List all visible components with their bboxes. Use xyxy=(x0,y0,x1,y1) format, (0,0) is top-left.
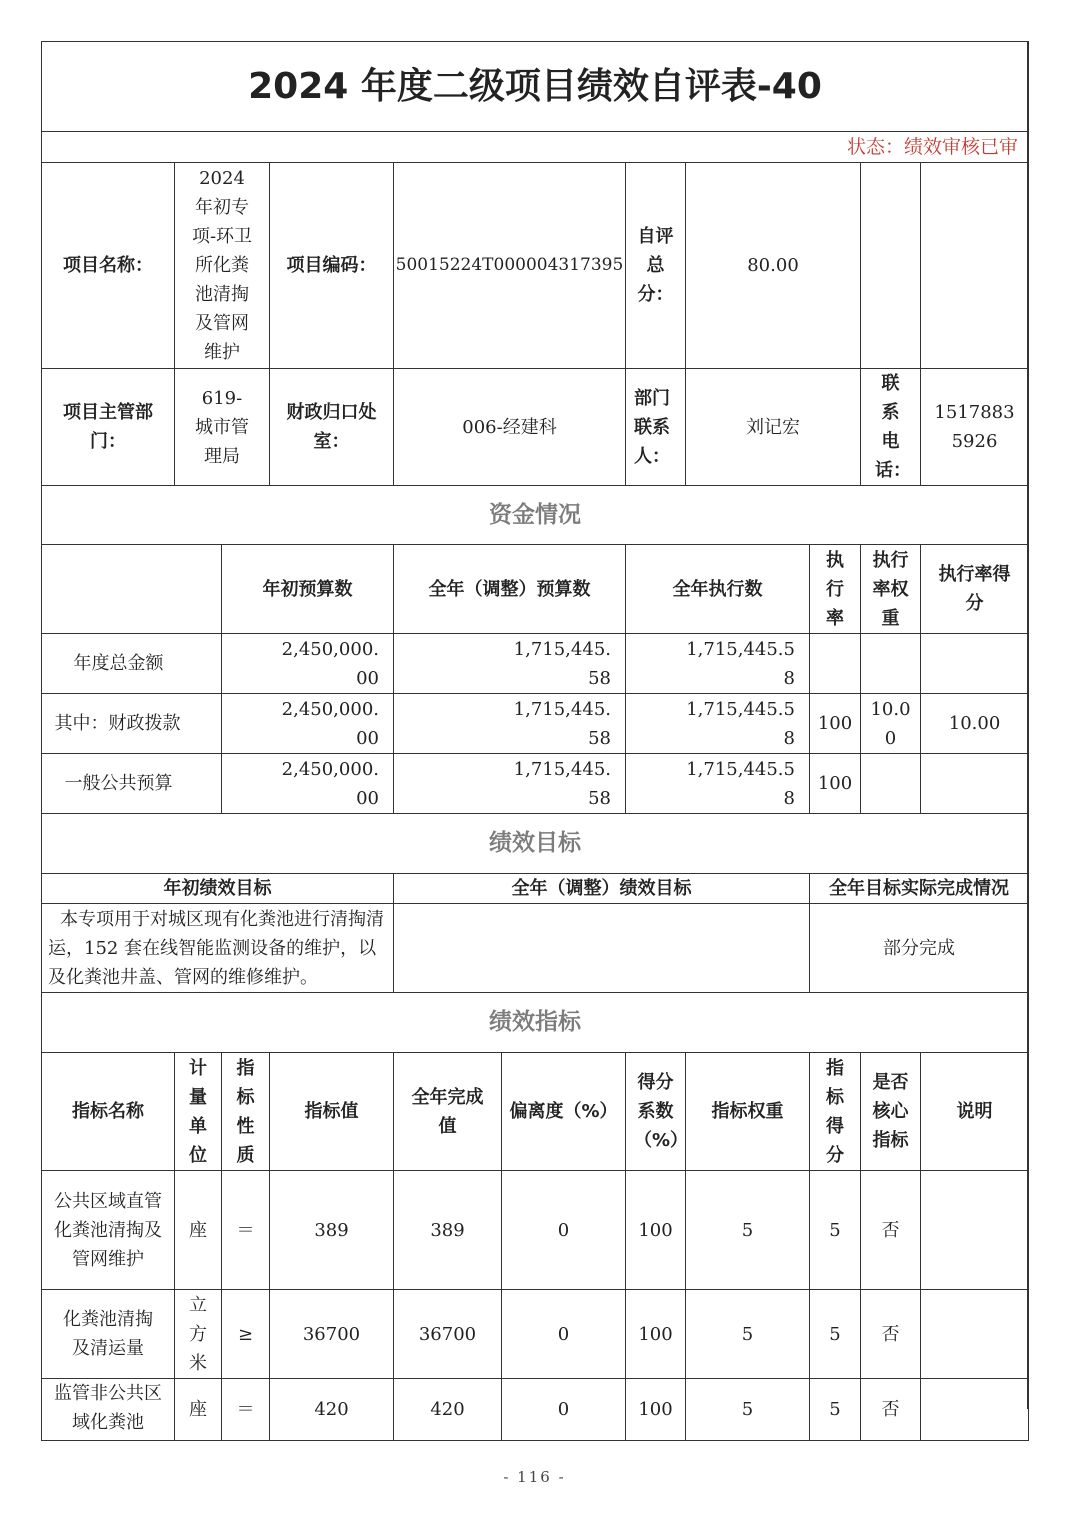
funds-initial: 2,450,000.00 xyxy=(222,634,394,694)
indicator-nature: ＝ xyxy=(222,1379,270,1441)
funds-row-name: 一般公共预算 xyxy=(42,754,222,814)
status-text: 状态：绩效审核已审 xyxy=(42,132,1029,163)
dept-label: 项目主管部门： xyxy=(42,369,175,486)
funds-header: 执行率 xyxy=(810,545,861,634)
contact-label: 部门联系人： xyxy=(626,369,686,486)
funds-header xyxy=(42,545,222,634)
indicator-weight: 5 xyxy=(686,1171,810,1290)
indicator-header: 是否核心指标 xyxy=(861,1053,921,1171)
evaluation-table xyxy=(41,41,1029,1441)
indicator-note xyxy=(921,1379,1029,1441)
indicator-coef: 100 xyxy=(626,1290,686,1379)
funds-weight: 10.00 xyxy=(861,694,921,754)
indicator-score: 5 xyxy=(810,1379,861,1441)
funds-section-title: 资金情况 xyxy=(42,486,1029,545)
funds-header: 全年（调整）预算数 xyxy=(394,545,626,634)
indicator-name: 监管非公共区域化粪池 xyxy=(42,1379,175,1441)
indicator-header: 说明 xyxy=(921,1053,1029,1171)
funds-weight xyxy=(861,634,921,694)
phone-label: 联系电话： xyxy=(861,369,921,486)
indicator-core: 否 xyxy=(861,1290,921,1379)
indicator-target: 36700 xyxy=(270,1290,394,1379)
dept-value: 619-城市管理局 xyxy=(175,369,270,486)
funds-score xyxy=(921,754,1029,814)
funds-adjusted: 1,715,445.58 xyxy=(394,694,626,754)
indicator-target: 420 xyxy=(270,1379,394,1441)
funds-header: 执行率权重 xyxy=(861,545,921,634)
project-name-label: 项目名称： xyxy=(42,163,175,369)
phone-value: 15178835926 xyxy=(921,369,1029,486)
finance-label: 财政归口处室： xyxy=(270,369,394,486)
initial-goal-text: 本专项用于对城区现有化粪池进行清掏清运，152 套在线智能监测设备的维护，以及化粪池井盖、管网的维修维护。 xyxy=(42,904,394,993)
funds-executed: 1,715,445.58 xyxy=(626,754,810,814)
indicator-header: 得分系数（%） xyxy=(626,1053,686,1171)
self-score-value: 80.00 xyxy=(686,163,861,369)
indicator-core: 否 xyxy=(861,1379,921,1441)
page-number: - 116 - xyxy=(503,1468,566,1486)
goals-header: 年初绩效目标 xyxy=(42,874,394,904)
goals-header: 全年（调整）绩效目标 xyxy=(394,874,810,904)
funds-row-name: 其中：财政拨款 xyxy=(42,694,222,754)
funds-header: 全年执行数 xyxy=(626,545,810,634)
indicator-coef: 100 xyxy=(626,1379,686,1441)
project-name-value: 2024 年初专项-环卫所化粪池清掏及管网维护 xyxy=(175,163,270,369)
empty-cell xyxy=(861,163,921,369)
empty-cell xyxy=(921,163,1029,369)
indicator-actual: 420 xyxy=(394,1379,502,1441)
finance-value: 006-经建科 xyxy=(394,369,626,486)
indicator-unit: 座 xyxy=(175,1171,222,1290)
funds-header: 执行率得分 xyxy=(921,545,1029,634)
indicator-unit: 座 xyxy=(175,1379,222,1441)
indicator-coef: 100 xyxy=(626,1171,686,1290)
indicator-header: 全年完成值 xyxy=(394,1053,502,1171)
funds-adjusted: 1,715,445.58 xyxy=(394,754,626,814)
funds-score: 10.00 xyxy=(921,694,1029,754)
funds-row xyxy=(42,694,1029,754)
indicator-name: 公共区域直管化粪池清掏及管网维护 xyxy=(42,1171,175,1290)
indicator-nature: ＝ xyxy=(222,1171,270,1290)
indicator-target: 389 xyxy=(270,1171,394,1290)
funds-rate xyxy=(810,634,861,694)
indicator-header: 指标性质 xyxy=(222,1053,270,1171)
funds-row-name: 年度总金额 xyxy=(42,634,222,694)
funds-initial: 2,450,000.00 xyxy=(222,754,394,814)
funds-adjusted: 1,715,445.58 xyxy=(394,634,626,694)
indicator-header: 指标名称 xyxy=(42,1053,175,1171)
indicator-actual: 389 xyxy=(394,1171,502,1290)
project-code-label: 项目编码： xyxy=(270,163,394,369)
funds-weight xyxy=(861,754,921,814)
indicator-score: 5 xyxy=(810,1290,861,1379)
indicator-note xyxy=(921,1171,1029,1290)
funds-executed: 1,715,445.58 xyxy=(626,694,810,754)
project-code-value: 50015224T000004317395 xyxy=(394,163,626,369)
indicator-actual: 36700 xyxy=(394,1290,502,1379)
page-title: 2024 年度二级项目绩效自评表-40 xyxy=(42,42,1029,132)
indicator-deviation: 0 xyxy=(502,1379,626,1441)
indicator-header: 指标得分 xyxy=(810,1053,861,1171)
adjusted-goal-text xyxy=(394,904,810,993)
indicator-name: 化粪池清掏及清运量 xyxy=(42,1290,175,1379)
indicator-row xyxy=(42,1171,1029,1290)
goal-completion: 部分完成 xyxy=(810,904,1029,993)
indicator-core: 否 xyxy=(861,1171,921,1290)
funds-rate: 100 xyxy=(810,694,861,754)
indicator-unit: 立方米 xyxy=(175,1290,222,1379)
evaluation-sheet xyxy=(41,41,1028,1433)
funds-header: 年初预算数 xyxy=(222,545,394,634)
indicator-note xyxy=(921,1290,1029,1379)
indicator-deviation: 0 xyxy=(502,1290,626,1379)
funds-rate: 100 xyxy=(810,754,861,814)
indicator-row xyxy=(42,1379,1029,1441)
funds-row xyxy=(42,754,1029,814)
indicator-weight: 5 xyxy=(686,1379,810,1441)
indicator-header: 计量单位 xyxy=(175,1053,222,1171)
goals-section-title: 绩效目标 xyxy=(42,814,1029,874)
indicators-section-title: 绩效指标 xyxy=(42,993,1029,1053)
indicator-row xyxy=(42,1290,1029,1379)
funds-score xyxy=(921,634,1029,694)
funds-initial: 2,450,000.00 xyxy=(222,694,394,754)
indicator-header: 指标权重 xyxy=(686,1053,810,1171)
goals-header: 全年目标实际完成情况 xyxy=(810,874,1029,904)
indicator-weight: 5 xyxy=(686,1290,810,1379)
self-score-label: 自评总分： xyxy=(626,163,686,369)
indicator-nature: ≥ xyxy=(222,1290,270,1379)
contact-value: 刘记宏 xyxy=(686,369,861,486)
indicator-header: 偏离度（%） xyxy=(502,1053,626,1171)
indicator-deviation: 0 xyxy=(502,1171,626,1290)
funds-executed: 1,715,445.58 xyxy=(626,634,810,694)
indicator-header: 指标值 xyxy=(270,1053,394,1171)
funds-row xyxy=(42,634,1029,694)
indicator-score: 5 xyxy=(810,1171,861,1290)
